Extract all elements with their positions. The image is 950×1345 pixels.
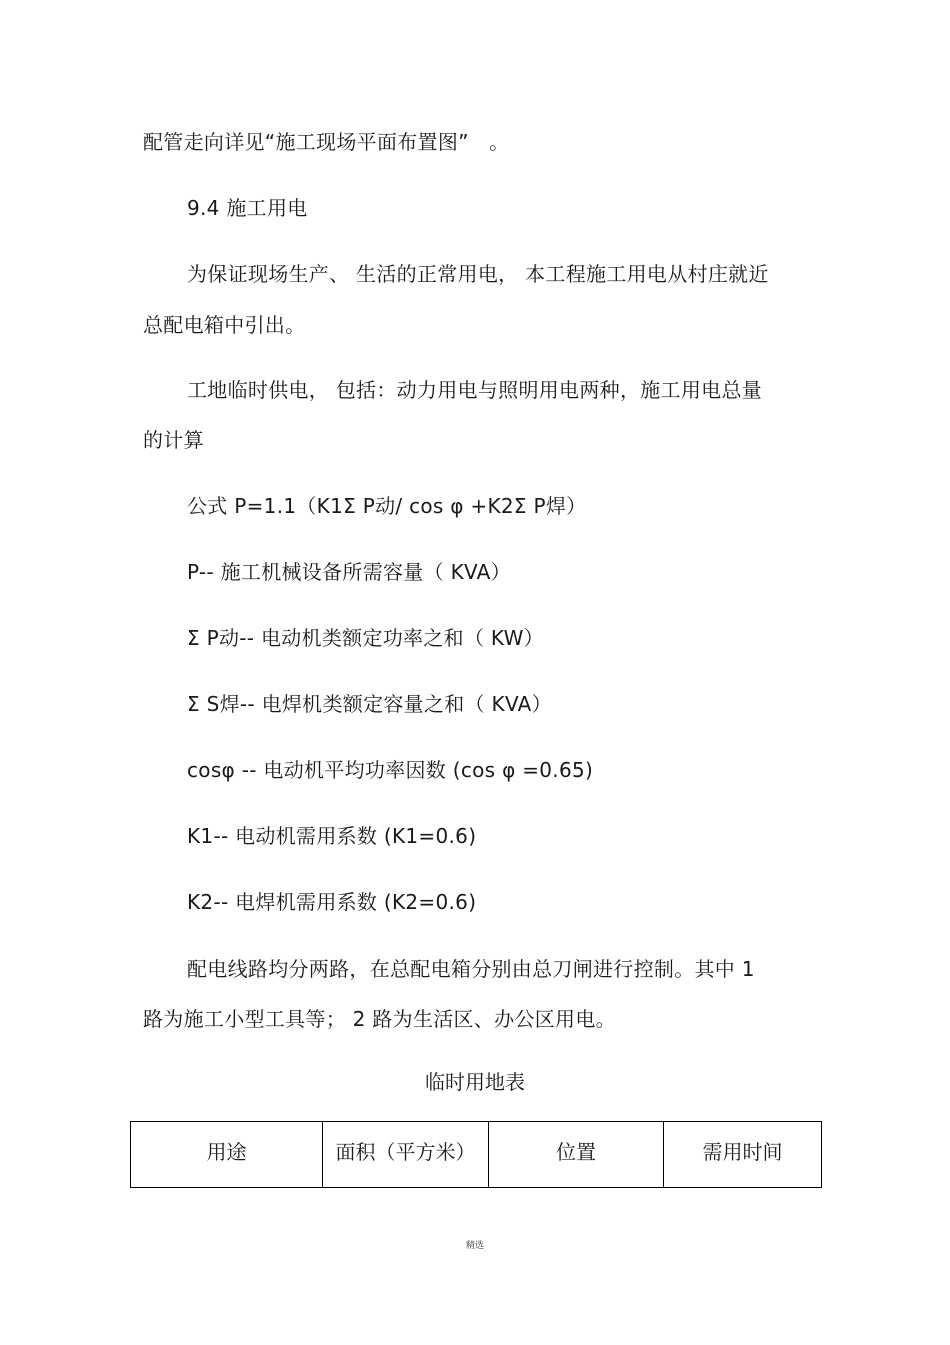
definition-line: P-- 施工机械设备所需容量（ KVA） [187,560,511,584]
definition-line: Σ P动-- 电动机类额定功率之和（ KW） [187,626,544,650]
land-use-table [130,1121,822,1188]
table-header-cell: 需用时间 [664,1122,822,1188]
formula-line: 公式 P=1.1（K1Σ P动/ cos φ +K2Σ P焊） [187,494,587,518]
paragraph-line: 总配电箱中引出。 [143,313,306,337]
definition-line: K1-- 电动机需用系数 (K1=0.6) [187,824,477,848]
paragraph-line: 路为施工小型工具等； 2 路为生活区、办公区用电。 [143,1007,616,1031]
section-heading: 9.4 施工用电 [187,196,308,220]
table-header-cell: 面积（平方米） [323,1122,489,1188]
definition-line: K2-- 电焊机需用系数 (K2=0.6) [187,890,477,914]
paragraph-line: 配电线路均分两路，在总配电箱分别由总刀闸进行控制。其中 1 [187,957,755,981]
paragraph-line: 为保证现场生产、 生活的正常用电， 本工程施工用电从村庄就近 [187,262,769,286]
definition-line: Σ S焊-- 电焊机类额定容量之和（ KVA） [187,692,552,716]
definition-line: cosφ -- 电动机平均功率因数 (cos φ =0.65) [187,758,594,782]
paragraph-line: 工地临时供电， 包括：动力用电与照明用电两种，施工用电总量 [187,378,763,402]
table-header-cell: 位置 [489,1122,664,1188]
page-footer: 精选 [465,1241,484,1251]
table-title: 临时用地表 [425,1070,525,1094]
table-header-row [131,1122,822,1188]
table-header-cell: 用途 [131,1122,323,1188]
paragraph-line: 的计算 [143,428,204,452]
paragraph-line: 配管走向详见“施工现场平面布置图” 。 [143,130,510,154]
